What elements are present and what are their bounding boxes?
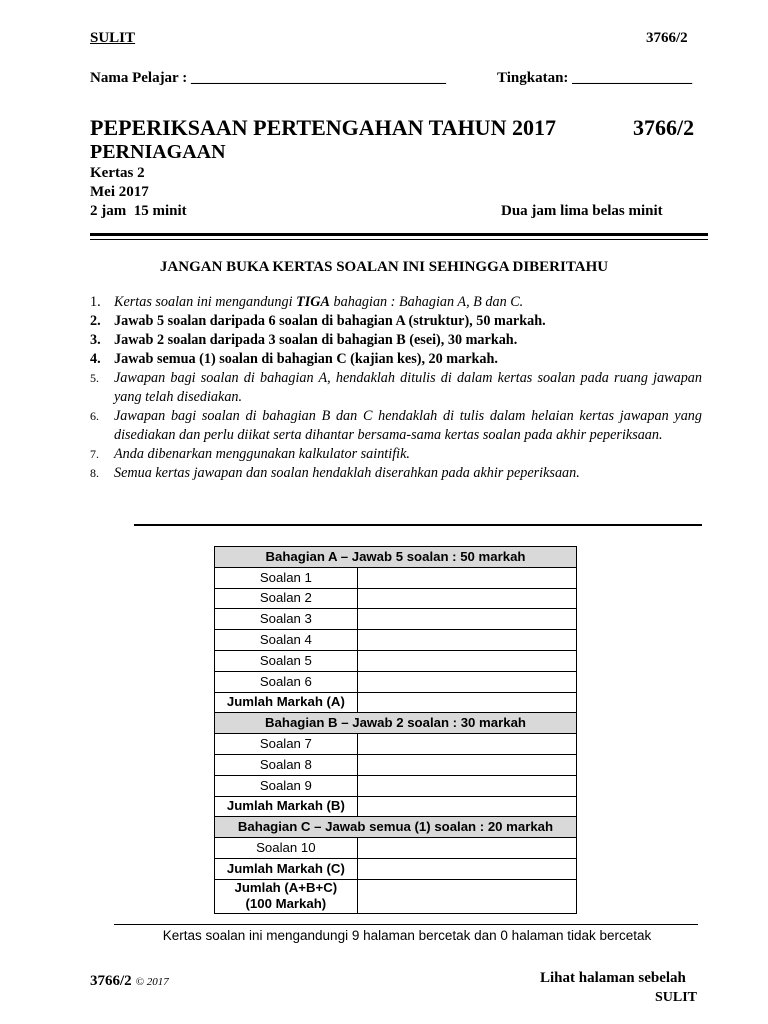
paper-number: Kertas 2 [90,165,145,181]
student-name-field: Nama Pelajar : __________________________________ [90,70,446,86]
instructions-list [90,293,702,483]
footer-sulit: SULIT [655,990,698,1005]
section-divider [134,524,702,526]
table-row: Soalan 4 [215,630,577,651]
table-row: Soalan 10 [215,838,577,859]
table-row: Soalan 1 [215,567,577,588]
footer-code: 3766/2 [90,973,132,989]
footer-copyright: © 2017 [135,976,169,988]
mark-cell[interactable] [357,734,576,755]
instruction-item: 6. Jawapan bagi soalan di bahagian B dan C hendaklah di tulis dalam helaian kertas jawapan yang disediakan dan perlu diikat serta dihantar bersama-sama kertas soalan pada akhir peperiksaan. [90,408,702,443]
total-row-c: Jumlah Markah (C) [215,858,577,879]
table-row: Soalan 9 [215,775,577,796]
warning-text: JANGAN BUKA KERTAS SOALAN INI SEHINGGA DIBERITAHU [159,259,609,275]
sulit-label: SULIT [90,30,136,46]
mark-cell[interactable] [357,879,576,913]
footer-left [90,972,169,990]
instruction-item: 8. Semua kertas jawapan dan soalan hendaklah diserahkan pada akhir peperiksaan. [90,465,580,481]
mark-cell[interactable] [357,754,576,775]
exam-date: Mei 2017 [90,184,149,200]
instruction-item: 2. Jawab 5 soalan daripada 6 soalan di bahagian A (struktur), 50 markah. [90,313,546,329]
mark-cell[interactable] [357,671,576,692]
table-row: Soalan 5 [215,650,577,671]
duration: 2 jam 15 minit [90,203,187,219]
exam-code: 3766/2 [633,115,695,140]
total-row-a: Jumlah Markah (A) [215,692,577,713]
mark-cell[interactable] [357,650,576,671]
mark-cell[interactable] [357,858,576,879]
table-row: Soalan 2 [215,588,577,609]
paper-code-top: 3766/2 [646,30,688,46]
form-field: Tingkatan: ________________ [497,70,693,86]
section-c-header: Bahagian C – Jawab semua (1) soalan : 20 markah [215,817,577,838]
marks-table [214,546,577,914]
instruction-item: 3. Jawab 2 soalan daripada 3 soalan di bahagian B (esei), 30 markah. [90,332,518,348]
mark-cell[interactable] [357,775,576,796]
footer-next-page: Lihat halaman sebelah [540,970,686,986]
mark-cell[interactable] [357,630,576,651]
header-rule-thin [90,239,708,240]
exam-title: PEPERIKSAAN PERTENGAHAN TAHUN 2017 [90,115,556,140]
instruction-item: 5. Jawapan bagi soalan di bahagian A, hendaklah ditulis di dalam kertas soalan pada ruang jawapan yang telah disediakan. [90,370,702,405]
section-a-header: Bahagian A – Jawab 5 soalan : 50 markah [215,547,577,568]
section-b-header: Bahagian B – Jawab 2 soalan : 30 markah [215,713,577,734]
note-rule [114,924,698,925]
total-row-b: Jumlah Markah (B) [215,796,577,817]
table-row: Soalan 3 [215,609,577,630]
mark-cell[interactable] [357,609,576,630]
header-rule-thick [90,233,708,236]
mark-cell[interactable] [357,838,576,859]
grand-total-row: Jumlah (A+B+C) (100 Markah) [215,879,577,913]
instruction-item: 4. Jawab semua (1) soalan di bahagian C (kajian kes), 20 markah. [90,351,498,367]
mark-cell[interactable] [357,796,576,817]
table-row: Soalan 6 [215,671,577,692]
instruction-item: 1. Kertas soalan ini mengandungi TIGA bahagian : Bahagian A, B dan C. [90,294,524,310]
table-row: Soalan 7 [215,734,577,755]
page-count-note: Kertas soalan ini mengandungi 9 halaman bercetak dan 0 halaman tidak bercetak [162,928,652,943]
mark-cell[interactable] [357,692,576,713]
mark-cell[interactable] [357,588,576,609]
instruction-item: 7. Anda dibenarkan menggunakan kalkulator saintifik. [90,446,410,462]
mark-cell[interactable] [357,567,576,588]
subject-name: PERNIAGAAN [90,141,226,163]
duration-words: Dua jam lima belas minit [501,203,663,219]
table-row: Soalan 8 [215,754,577,775]
